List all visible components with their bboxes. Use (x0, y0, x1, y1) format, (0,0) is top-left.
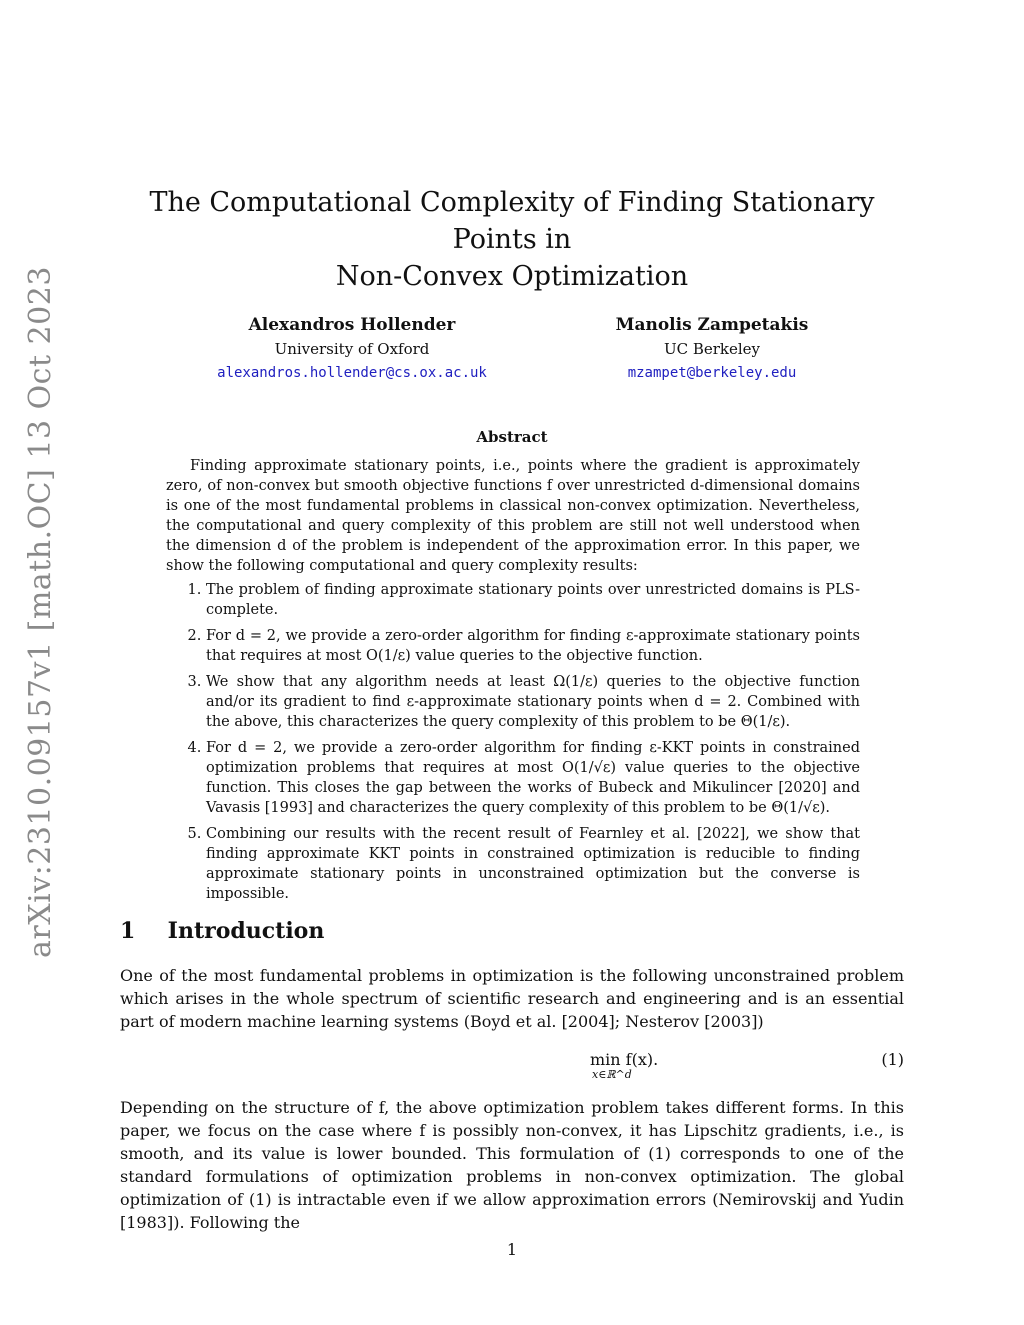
abstract-intro: Finding approximate stationary points, i.e., points where the gradient is approximately zero, of non-convex but smooth objective functions f over unrestricted d-dimensional domains is one of the most fundamental problems in classical non-convex optimization. Nevertheless, the computational and query complexity of this problem are still not well understood when the dimension d of the problem is independent of the approximation error. In this paper, we show the following computational and query complexity results: (166, 458, 860, 574)
author-email[interactable]: alexandros.hollender@cs.ox.ac.uk (217, 365, 487, 381)
result-item-1: 1. The problem of finding approximate stationary points over unrestricted domains is PLS-complete. (206, 580, 860, 620)
author-affiliation: University of Oxford (274, 340, 430, 358)
result-item-2: 2. For d = 2, we provide a zero-order algorithm for finding ε-approximate stationary points that requires at most O(1/ε) value queries to the objective function. (206, 626, 860, 666)
author-name: Manolis Zampetakis (615, 315, 809, 335)
author-block-1 (192, 313, 512, 385)
title-line-2: Non-Convex Optimization (335, 261, 689, 292)
paper-title (120, 184, 904, 295)
author-name: Alexandros Hollender (248, 315, 456, 335)
result-item-3: 3. We show that any algorithm needs at least Ω(1/ε) queries to the objective function and/or its gradient to find ε-approximate stationary points when d = 2. Combined with the above, this characterizes the query complexity of this problem to be Θ(1/ε). (206, 672, 860, 732)
equation-expression: min f(x). (590, 1050, 659, 1069)
page-number: 1 (506, 1240, 518, 1259)
equation-subscript: x∈ℝ^d (592, 1068, 632, 1081)
intro-paragraph-1 (120, 964, 904, 1033)
equation-1 (120, 1048, 904, 1088)
author-block-2 (552, 313, 872, 385)
section-heading (120, 918, 324, 944)
author-affiliation: UC Berkeley (663, 340, 761, 358)
title-line-1: The Computational Complexity of Finding Stationary Points in (149, 187, 875, 255)
abstract-body (166, 456, 860, 910)
paragraph-text: One of the most fundamental problems in optimization is the following unconstrained problem which arises in the whole spectrum of scientific research and engineering and is an essential part of modern machine learning systems (Boyd et al. [2004]; Nesterov [2003]) (120, 966, 904, 1031)
intro-paragraph-2 (120, 1096, 904, 1234)
equation-number: (1) (881, 1050, 904, 1069)
results-list (166, 580, 860, 904)
abstract-heading: Abstract (476, 428, 548, 446)
result-item-4: 4. For d = 2, we provide a zero-order algorithm for finding ε-KKT points in constrained optimization problems that requires at most O(1/√ε) value queries to the objective function. This closes the gap between the works of Bubeck and Mikulincer [2020] and Vavasis [1993] and characterizes the query complexity of this problem to be Θ(1/√ε). (206, 738, 860, 818)
author-email[interactable]: mzampet@berkeley.edu (627, 365, 797, 381)
section-title: Introduction (167, 918, 325, 944)
paragraph-text: Depending on the structure of f, the above optimization problem takes different forms. In this paper, we focus on the case where f is possibly non-convex, it has Lipschitz gradients, i.e., is smooth, and its value is lower bounded. This formulation of (1) corresponds to one of the standard formulations of optimization problems in non-convex optimization. The global optimization of (1) is intractable even if we allow approximation errors (Nemirovskij and Yudin [1983]). Following the (120, 1098, 904, 1232)
arxiv-sidebar-stamp: arXiv:2310.09157v1 [math.OC] 13 Oct 2023 (23, 266, 58, 958)
section-number: 1 (120, 918, 136, 944)
result-item-5: 5. Combining our results with the recent result of Fearnley et al. [2022], we show that finding approximate KKT points in constrained optimization is reducible to finding approximate stationary points in unconstrained optimization but the converse is impossible. (206, 824, 860, 904)
